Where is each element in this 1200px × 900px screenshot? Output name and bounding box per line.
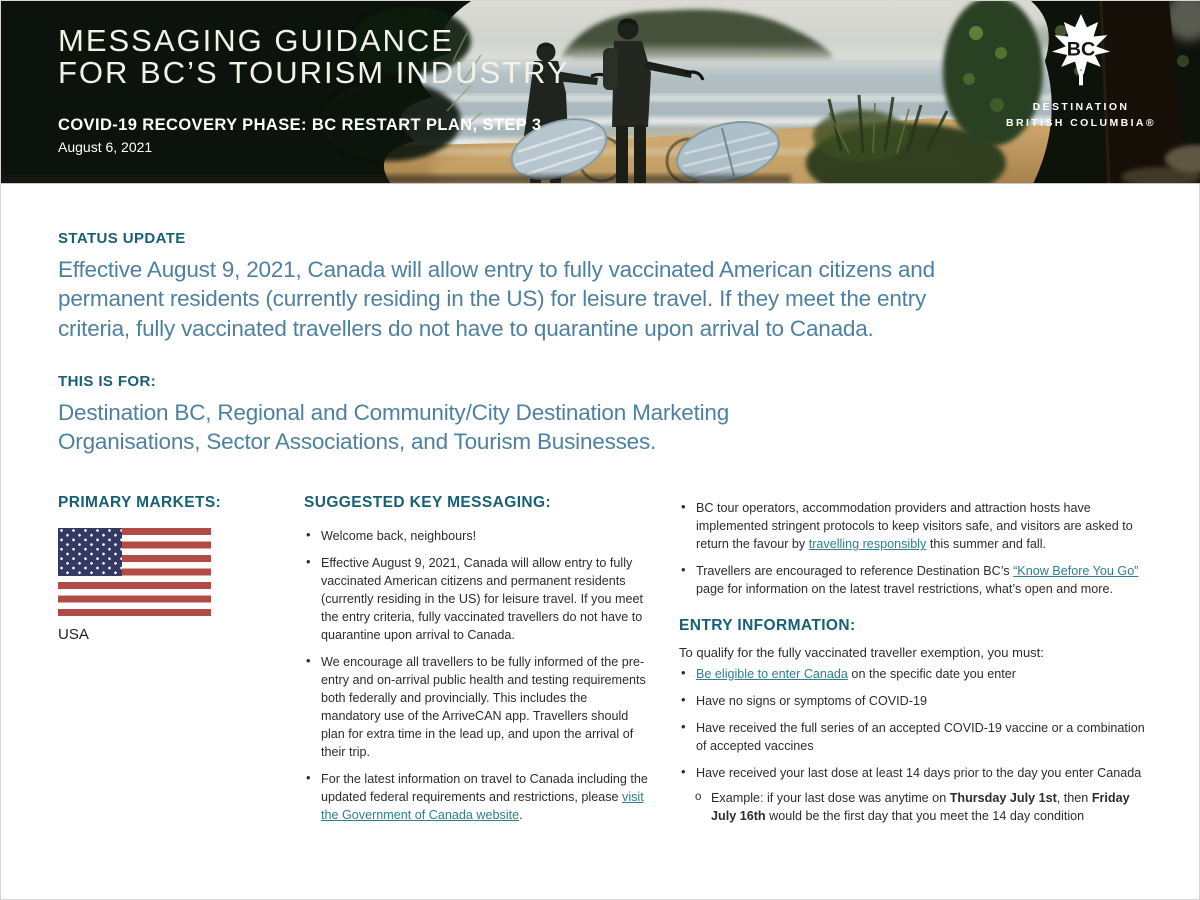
logo-letters: BC (1066, 38, 1096, 61)
inline-link[interactable]: “Know Before You Go” (1013, 564, 1139, 579)
maple-leaf-icon (1048, 13, 1114, 89)
status-update-heading: STATUS UPDATE (58, 230, 186, 247)
logo-wordmark-line2: BRITISH COLUMBIA® (1005, 117, 1157, 130)
hero-text-block (58, 25, 570, 155)
text-segment: Friday July 16th (711, 791, 1130, 824)
text-segment: page for information on the latest travel restrictions, what’s open and more. (696, 582, 1113, 597)
list-sub-item (679, 789, 1145, 825)
text-segment: , then (1056, 791, 1092, 806)
text-segment: Have received your last dose at least 14 days prior to the day you enter Canada (696, 766, 1142, 781)
text-segment: Have no signs or symptoms of COVID-19 (696, 694, 927, 709)
entry-information-intro: To qualify for the fully vaccinated traveller exemption, you must: (679, 645, 1044, 661)
hero-subtitle: COVID-19 RECOVERY PHASE: BC RESTART PLAN, STEP 3 (58, 116, 542, 135)
status-update-section (58, 230, 1149, 343)
usa-flag (58, 528, 211, 616)
text-segment: BC tour operators, accommodation providers and attraction hosts have implemented stringent protocols to keep visitors safe, and visitors are asked to return the favour by (696, 501, 1133, 552)
destination-bc-logo (1001, 13, 1161, 132)
hero-banner (1, 1, 1200, 184)
text-segment: For the latest information on travel to Canada including the updated federal requirements and restrictions, please (321, 772, 648, 805)
this-is-for-body: Destination BC, Regional and Community/City Destination Marketing Organisations, Sector Associations, and Tourism Businesses. (58, 399, 730, 454)
this-is-for-heading: THIS IS FOR: (58, 372, 157, 390)
text-segment: Effective August 9, 2021, Canada will allow entry to fully vaccinated American citizens and permanent residents (currently residing in the US) for leisure travel. If you meet the entry criteria, fully vaccinated travellers do not have to quarantine upon arrival to Canada. (321, 556, 643, 643)
text-segment: would be the first day that you meet the 14 day condition (765, 809, 1085, 824)
this-is-for-section (58, 373, 1149, 457)
list-item (679, 692, 1145, 710)
logo-wordmark-line1: DESTINATION (1032, 101, 1130, 113)
key-messaging-heading: SUGGESTED KEY MESSAGING: (304, 494, 552, 512)
list-item (679, 562, 1145, 598)
entry-information-heading: ENTRY INFORMATION: (679, 617, 856, 635)
list-item (679, 764, 1145, 782)
list-item (304, 770, 649, 824)
text-segment: Welcome back, neighbours! (321, 529, 477, 544)
text-segment: Thursday July 1st (949, 791, 1057, 806)
hero-date: August 6, 2021 (58, 139, 153, 156)
text-segment: Have received the full series of an accepted COVID-19 vaccine or a combination of accepted vaccines (696, 721, 1145, 754)
market-label: USA (58, 626, 89, 644)
key-messaging-column (304, 494, 679, 833)
list-item (304, 527, 649, 545)
usa-flag-canton (58, 528, 122, 575)
entry-information-list (679, 665, 1145, 825)
three-column-section (58, 494, 1149, 834)
list-item (679, 665, 1145, 683)
list-item (679, 719, 1145, 755)
text-segment: Travellers are encouraged to reference Destination BC’s (696, 564, 1014, 579)
text-segment: this summer and fall. (926, 537, 1047, 552)
page-title (58, 25, 570, 89)
text-segment: . (519, 808, 523, 823)
inline-link[interactable]: Be eligible to enter Canada (696, 667, 848, 682)
content-area (1, 230, 1199, 834)
list-item (304, 653, 649, 761)
text-segment: on the specific date you enter (847, 667, 1016, 682)
key-messaging-list (304, 527, 649, 824)
page-title-line2: FOR BC’S TOURISM INDUSTRY (58, 55, 570, 91)
status-update-body: Effective August 9, 2021, Canada will allow entry to fully vaccinated American citizens and permanent residents (currently residing in the US) for leisure travel. If they meet the entry criteria, fully vaccinated travellers do not have to quarantine upon arrival to Canada. (58, 257, 935, 341)
primary-markets-heading: PRIMARY MARKETS: (58, 494, 222, 512)
list-item (679, 499, 1145, 553)
inline-link[interactable]: travelling responsibly (808, 537, 927, 552)
key-messaging-list-continued (679, 499, 1145, 598)
inline-link[interactable]: visit the Government of Canada website (321, 790, 644, 823)
list-item (304, 554, 649, 644)
logo-wordmark (1001, 99, 1161, 132)
primary-markets-column (58, 494, 304, 643)
entry-info-column (679, 494, 1149, 834)
page-title-line1: MESSAGING GUIDANCE (58, 23, 454, 58)
text-segment: We encourage all travellers to be fully informed of the pre-entry and on-arrival public health and testing requirements both federally and provincially. This includes the mandatory use of the ArriveCAN app. Travellers should plan for extra time in the lead up, and upon the arrival of their trip. (321, 655, 646, 760)
text-segment: Example: if your last dose was anytime on (711, 791, 950, 806)
